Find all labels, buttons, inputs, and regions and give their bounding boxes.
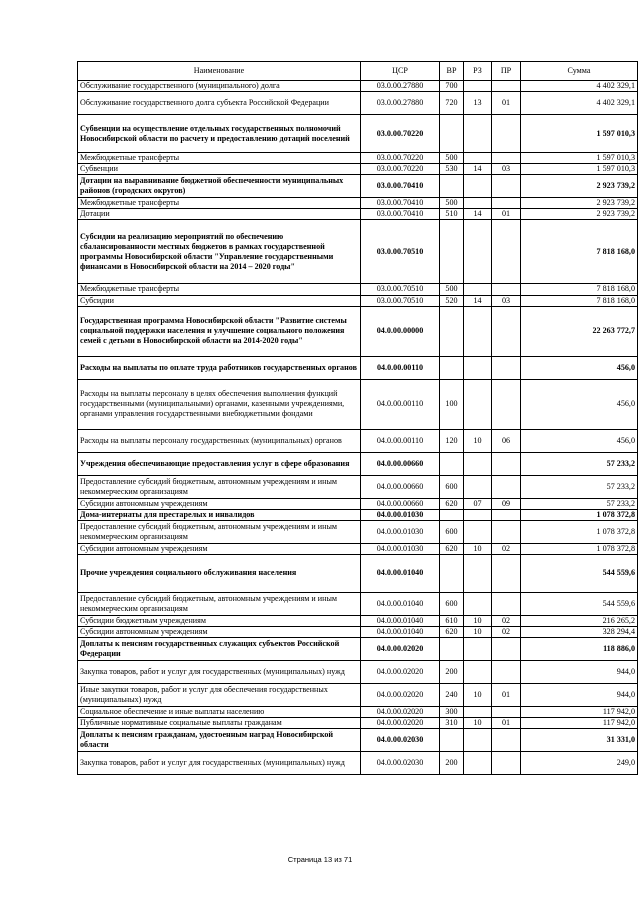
- cell-csr: 04.0.00.00110: [361, 356, 440, 379]
- cell-rz: [464, 284, 492, 295]
- cell-sum: 4 402 329,1: [521, 92, 638, 115]
- cell-vr: 510: [440, 209, 464, 220]
- cell-vr: [440, 220, 464, 284]
- cell-sum: 456,0: [521, 379, 638, 429]
- cell-rz: 13: [464, 92, 492, 115]
- cell-csr: 03.0.00.27880: [361, 81, 440, 92]
- cell-rz: 14: [464, 164, 492, 175]
- cell-rz: 14: [464, 209, 492, 220]
- cell-rz: [464, 729, 492, 752]
- table-row: [78, 718, 638, 729]
- cell-rz: 10: [464, 429, 492, 452]
- table-row: [78, 638, 638, 661]
- cell-sum: 7 818 168,0: [521, 220, 638, 284]
- cell-vr: 610: [440, 615, 464, 626]
- cell-name: Прочие учреждения социального обслуживания населения: [78, 554, 361, 592]
- cell-sum: 1 597 010,3: [521, 115, 638, 153]
- cell-vr: 500: [440, 198, 464, 209]
- cell-pr: [492, 220, 521, 284]
- cell-sum: 544 559,6: [521, 554, 638, 592]
- cell-sum: 944,0: [521, 684, 638, 707]
- cell-pr: [492, 509, 521, 520]
- cell-sum: 4 402 329,1: [521, 81, 638, 92]
- table-header-row: [78, 62, 638, 81]
- cell-rz: [464, 452, 492, 475]
- cell-sum: 1 078 372,8: [521, 520, 638, 543]
- cell-name: Учреждения обеспечивающие предоставления услуг в сфере образования: [78, 452, 361, 475]
- cell-vr: 200: [440, 661, 464, 684]
- cell-rz: 10: [464, 627, 492, 638]
- cell-sum: 57 233,2: [521, 498, 638, 509]
- cell-csr: 04.0.00.01040: [361, 627, 440, 638]
- table-row: [78, 475, 638, 498]
- cell-csr: 04.0.00.02020: [361, 707, 440, 718]
- cell-rz: [464, 752, 492, 775]
- header-csr: ЦСР: [361, 62, 440, 81]
- cell-vr: 600: [440, 475, 464, 498]
- cell-vr: [440, 306, 464, 356]
- cell-csr: 04.0.00.01030: [361, 543, 440, 554]
- cell-pr: [492, 379, 521, 429]
- cell-pr: 01: [492, 92, 521, 115]
- table-row: [78, 520, 638, 543]
- cell-rz: [464, 81, 492, 92]
- cell-csr: 04.0.00.01040: [361, 615, 440, 626]
- cell-name: Субсидии автономным учреждениям: [78, 498, 361, 509]
- cell-csr: 03.0.00.70410: [361, 198, 440, 209]
- cell-csr: 04.0.00.01040: [361, 592, 440, 615]
- table-row: [78, 429, 638, 452]
- cell-name: Предоставление субсидий бюджетным, автономным учреждениям и иным некоммерческим организациям: [78, 520, 361, 543]
- cell-rz: [464, 592, 492, 615]
- cell-pr: [492, 638, 521, 661]
- table-row: [78, 752, 638, 775]
- cell-csr: 04.0.00.00110: [361, 429, 440, 452]
- cell-rz: [464, 707, 492, 718]
- cell-rz: 10: [464, 615, 492, 626]
- cell-pr: [492, 707, 521, 718]
- cell-pr: [492, 661, 521, 684]
- cell-csr: 04.0.00.02020: [361, 638, 440, 661]
- cell-rz: [464, 379, 492, 429]
- cell-name: Социальное обеспечение и иные выплаты населению: [78, 707, 361, 718]
- cell-csr: 03.0.00.70510: [361, 284, 440, 295]
- cell-name: Субсидии автономным учреждениям: [78, 627, 361, 638]
- cell-sum: 249,0: [521, 752, 638, 775]
- cell-rz: [464, 153, 492, 164]
- table-row: [78, 498, 638, 509]
- cell-sum: 1 597 010,3: [521, 153, 638, 164]
- cell-name: Расходы на выплаты по оплате труда работников государственных органов: [78, 356, 361, 379]
- cell-vr: [440, 356, 464, 379]
- cell-vr: 100: [440, 379, 464, 429]
- cell-rz: [464, 554, 492, 592]
- cell-rz: [464, 356, 492, 379]
- cell-name: Субсидии на реализацию мероприятий по обеспечению сбалансированности местных бюджетов в рамках государственной программы Новосибирской области "Управление государственными финансами в Новосибирской области на 2014 – 2020 годы": [78, 220, 361, 284]
- cell-vr: 500: [440, 153, 464, 164]
- cell-pr: [492, 520, 521, 543]
- cell-rz: 10: [464, 684, 492, 707]
- header-pr: ПР: [492, 62, 521, 81]
- cell-rz: [464, 306, 492, 356]
- cell-csr: 04.0.00.02020: [361, 661, 440, 684]
- cell-pr: 02: [492, 543, 521, 554]
- table-row: [78, 356, 638, 379]
- cell-csr: 04.0.00.02030: [361, 729, 440, 752]
- table-row: [78, 115, 638, 153]
- table-row: [78, 729, 638, 752]
- cell-sum: 117 942,0: [521, 718, 638, 729]
- cell-csr: 04.0.00.02020: [361, 684, 440, 707]
- cell-csr: 03.0.00.70410: [361, 175, 440, 198]
- cell-name: Дома-интернаты для престарелых и инвалидов: [78, 509, 361, 520]
- cell-name: Межбюджетные трансферты: [78, 284, 361, 295]
- cell-rz: [464, 509, 492, 520]
- cell-sum: 57 233,2: [521, 475, 638, 498]
- cell-csr: 04.0.00.00110: [361, 379, 440, 429]
- header-sum: Сумма: [521, 62, 638, 81]
- cell-sum: 31 331,0: [521, 729, 638, 752]
- cell-name: Субвенции на осуществление отдельных государственных полномочий Новосибирской области по расчету и предоставлению дотаций поселений: [78, 115, 361, 153]
- cell-name: Межбюджетные трансферты: [78, 153, 361, 164]
- table-row: [78, 164, 638, 175]
- header-rz: РЗ: [464, 62, 492, 81]
- cell-rz: [464, 220, 492, 284]
- cell-sum: 117 942,0: [521, 707, 638, 718]
- cell-csr: 04.0.00.00660: [361, 475, 440, 498]
- cell-name: Обслуживание государственного (муниципального) долга: [78, 81, 361, 92]
- cell-pr: 01: [492, 209, 521, 220]
- cell-rz: [464, 475, 492, 498]
- cell-csr: 03.0.00.70510: [361, 220, 440, 284]
- page-number: Страница 13 из 71: [287, 855, 353, 864]
- cell-name: Субсидии: [78, 295, 361, 306]
- cell-sum: 328 294,4: [521, 627, 638, 638]
- cell-vr: 520: [440, 295, 464, 306]
- cell-csr: 03.0.00.70220: [361, 164, 440, 175]
- cell-vr: [440, 554, 464, 592]
- table-row: [78, 306, 638, 356]
- cell-pr: [492, 284, 521, 295]
- cell-csr: 04.0.00.01030: [361, 520, 440, 543]
- cell-rz: 10: [464, 718, 492, 729]
- table-row: [78, 627, 638, 638]
- cell-name: Обслуживание государственного долга субъекта Российской Федерации: [78, 92, 361, 115]
- cell-csr: 04.0.00.02020: [361, 718, 440, 729]
- table-row: [78, 175, 638, 198]
- table-row: [78, 209, 638, 220]
- cell-name: Дотации: [78, 209, 361, 220]
- header-vr: ВР: [440, 62, 464, 81]
- cell-vr: 500: [440, 284, 464, 295]
- cell-pr: 09: [492, 498, 521, 509]
- cell-vr: 600: [440, 592, 464, 615]
- cell-sum: 1 597 010,3: [521, 164, 638, 175]
- table-row: [78, 684, 638, 707]
- cell-pr: [492, 81, 521, 92]
- cell-sum: 944,0: [521, 661, 638, 684]
- cell-sum: 2 923 739,2: [521, 175, 638, 198]
- cell-sum: 544 559,6: [521, 592, 638, 615]
- cell-name: Межбюджетные трансферты: [78, 198, 361, 209]
- cell-vr: 120: [440, 429, 464, 452]
- cell-name: Публичные нормативные социальные выплаты гражданам: [78, 718, 361, 729]
- cell-sum: 22 263 772,7: [521, 306, 638, 356]
- cell-vr: 530: [440, 164, 464, 175]
- table-row: [78, 295, 638, 306]
- cell-rz: [464, 661, 492, 684]
- cell-sum: 2 923 739,2: [521, 198, 638, 209]
- cell-vr: 620: [440, 498, 464, 509]
- cell-vr: 620: [440, 627, 464, 638]
- cell-pr: [492, 592, 521, 615]
- cell-csr: 04.0.00.00000: [361, 306, 440, 356]
- cell-rz: 07: [464, 498, 492, 509]
- cell-pr: [492, 729, 521, 752]
- document-page: [77, 61, 638, 775]
- cell-rz: 14: [464, 295, 492, 306]
- cell-name: Субвенции: [78, 164, 361, 175]
- table-row: [78, 615, 638, 626]
- cell-pr: [492, 554, 521, 592]
- cell-rz: [464, 115, 492, 153]
- cell-name: Закупка товаров, работ и услуг для государственных (муниципальных) нужд: [78, 661, 361, 684]
- cell-vr: [440, 175, 464, 198]
- cell-pr: [492, 752, 521, 775]
- cell-csr: 04.0.00.00660: [361, 452, 440, 475]
- cell-name: Доплаты к пенсиям государственных служащих субъектов Российской Федерации: [78, 638, 361, 661]
- cell-name: Предоставление субсидий бюджетным, автономным учреждениям и иным некоммерческим организациям: [78, 475, 361, 498]
- cell-vr: 600: [440, 520, 464, 543]
- table-row: [78, 81, 638, 92]
- table-row: [78, 543, 638, 554]
- cell-pr: [492, 356, 521, 379]
- cell-csr: 04.0.00.01040: [361, 554, 440, 592]
- cell-name: Государственная программа Новосибирской области "Развитие системы социальной поддержки населения и улучшение социального положения семей с детьми в Новосибирской области на 2014-2020 годы": [78, 306, 361, 356]
- cell-pr: [492, 198, 521, 209]
- cell-name: Дотации на выравнивание бюджетной обеспеченности муниципальных районов (городских округов): [78, 175, 361, 198]
- cell-vr: 620: [440, 543, 464, 554]
- table-row: [78, 554, 638, 592]
- cell-vr: [440, 115, 464, 153]
- cell-vr: 720: [440, 92, 464, 115]
- cell-vr: [440, 452, 464, 475]
- cell-pr: 03: [492, 164, 521, 175]
- cell-rz: [464, 638, 492, 661]
- cell-vr: 200: [440, 752, 464, 775]
- cell-csr: 03.0.00.27880: [361, 92, 440, 115]
- table-row: [78, 92, 638, 115]
- cell-vr: [440, 509, 464, 520]
- table-row: [78, 592, 638, 615]
- cell-pr: [492, 175, 521, 198]
- cell-sum: 118 886,0: [521, 638, 638, 661]
- cell-name: Предоставление субсидий бюджетным, автономным учреждениям и иным некоммерческим организациям: [78, 592, 361, 615]
- cell-sum: 7 818 168,0: [521, 284, 638, 295]
- cell-sum: 7 818 168,0: [521, 295, 638, 306]
- cell-rz: [464, 520, 492, 543]
- cell-vr: 700: [440, 81, 464, 92]
- cell-name: Иные закупки товаров, работ и услуг для обеспечения государственных (муниципальных) нужд: [78, 684, 361, 707]
- cell-name: Субсидии бюджетным учреждениям: [78, 615, 361, 626]
- cell-pr: 02: [492, 627, 521, 638]
- table-row: [78, 661, 638, 684]
- cell-name: Доплаты к пенсиям гражданам, удостоенным наград Новосибирской области: [78, 729, 361, 752]
- table-row: [78, 509, 638, 520]
- cell-pr: [492, 115, 521, 153]
- cell-vr: [440, 729, 464, 752]
- cell-pr: [492, 153, 521, 164]
- table-row: [78, 198, 638, 209]
- cell-name: Расходы на выплаты персоналу государственных (муниципальных) органов: [78, 429, 361, 452]
- cell-name: Закупка товаров, работ и услуг для государственных (муниципальных) нужд: [78, 752, 361, 775]
- cell-csr: 04.0.00.00660: [361, 498, 440, 509]
- header-name: Наименование: [78, 62, 361, 81]
- cell-pr: [492, 306, 521, 356]
- cell-csr: 03.0.00.70220: [361, 115, 440, 153]
- cell-pr: [492, 475, 521, 498]
- cell-csr: 04.0.00.02030: [361, 752, 440, 775]
- cell-pr: [492, 452, 521, 475]
- cell-csr: 03.0.00.70220: [361, 153, 440, 164]
- cell-pr: 03: [492, 295, 521, 306]
- cell-vr: 310: [440, 718, 464, 729]
- cell-sum: 57 233,2: [521, 452, 638, 475]
- cell-pr: 02: [492, 615, 521, 626]
- cell-pr: 01: [492, 718, 521, 729]
- budget-table: [77, 61, 638, 775]
- cell-name: Расходы на выплаты персоналу в целях обеспечения выполнения функций государственными (муниципальными) органами, казенными учреждениями, органами управления государственными внебюджетными фондами: [78, 379, 361, 429]
- cell-vr: [440, 638, 464, 661]
- cell-pr: 06: [492, 429, 521, 452]
- cell-sum: 216 265,2: [521, 615, 638, 626]
- cell-rz: 10: [464, 543, 492, 554]
- cell-csr: 03.0.00.70410: [361, 209, 440, 220]
- cell-vr: 300: [440, 707, 464, 718]
- table-row: [78, 379, 638, 429]
- table-row: [78, 153, 638, 164]
- cell-name: Субсидии автономным учреждениям: [78, 543, 361, 554]
- cell-csr: 03.0.00.70510: [361, 295, 440, 306]
- cell-csr: 04.0.00.01030: [361, 509, 440, 520]
- cell-sum: 456,0: [521, 429, 638, 452]
- table-row: [78, 284, 638, 295]
- table-row: [78, 452, 638, 475]
- cell-sum: 456,0: [521, 356, 638, 379]
- cell-sum: 1 078 372,8: [521, 543, 638, 554]
- cell-pr: 01: [492, 684, 521, 707]
- cell-rz: [464, 198, 492, 209]
- cell-vr: 240: [440, 684, 464, 707]
- table-row: [78, 220, 638, 284]
- cell-rz: [464, 175, 492, 198]
- cell-sum: 1 078 372,8: [521, 509, 638, 520]
- cell-sum: 2 923 739,2: [521, 209, 638, 220]
- table-row: [78, 707, 638, 718]
- table-body: [78, 81, 638, 775]
